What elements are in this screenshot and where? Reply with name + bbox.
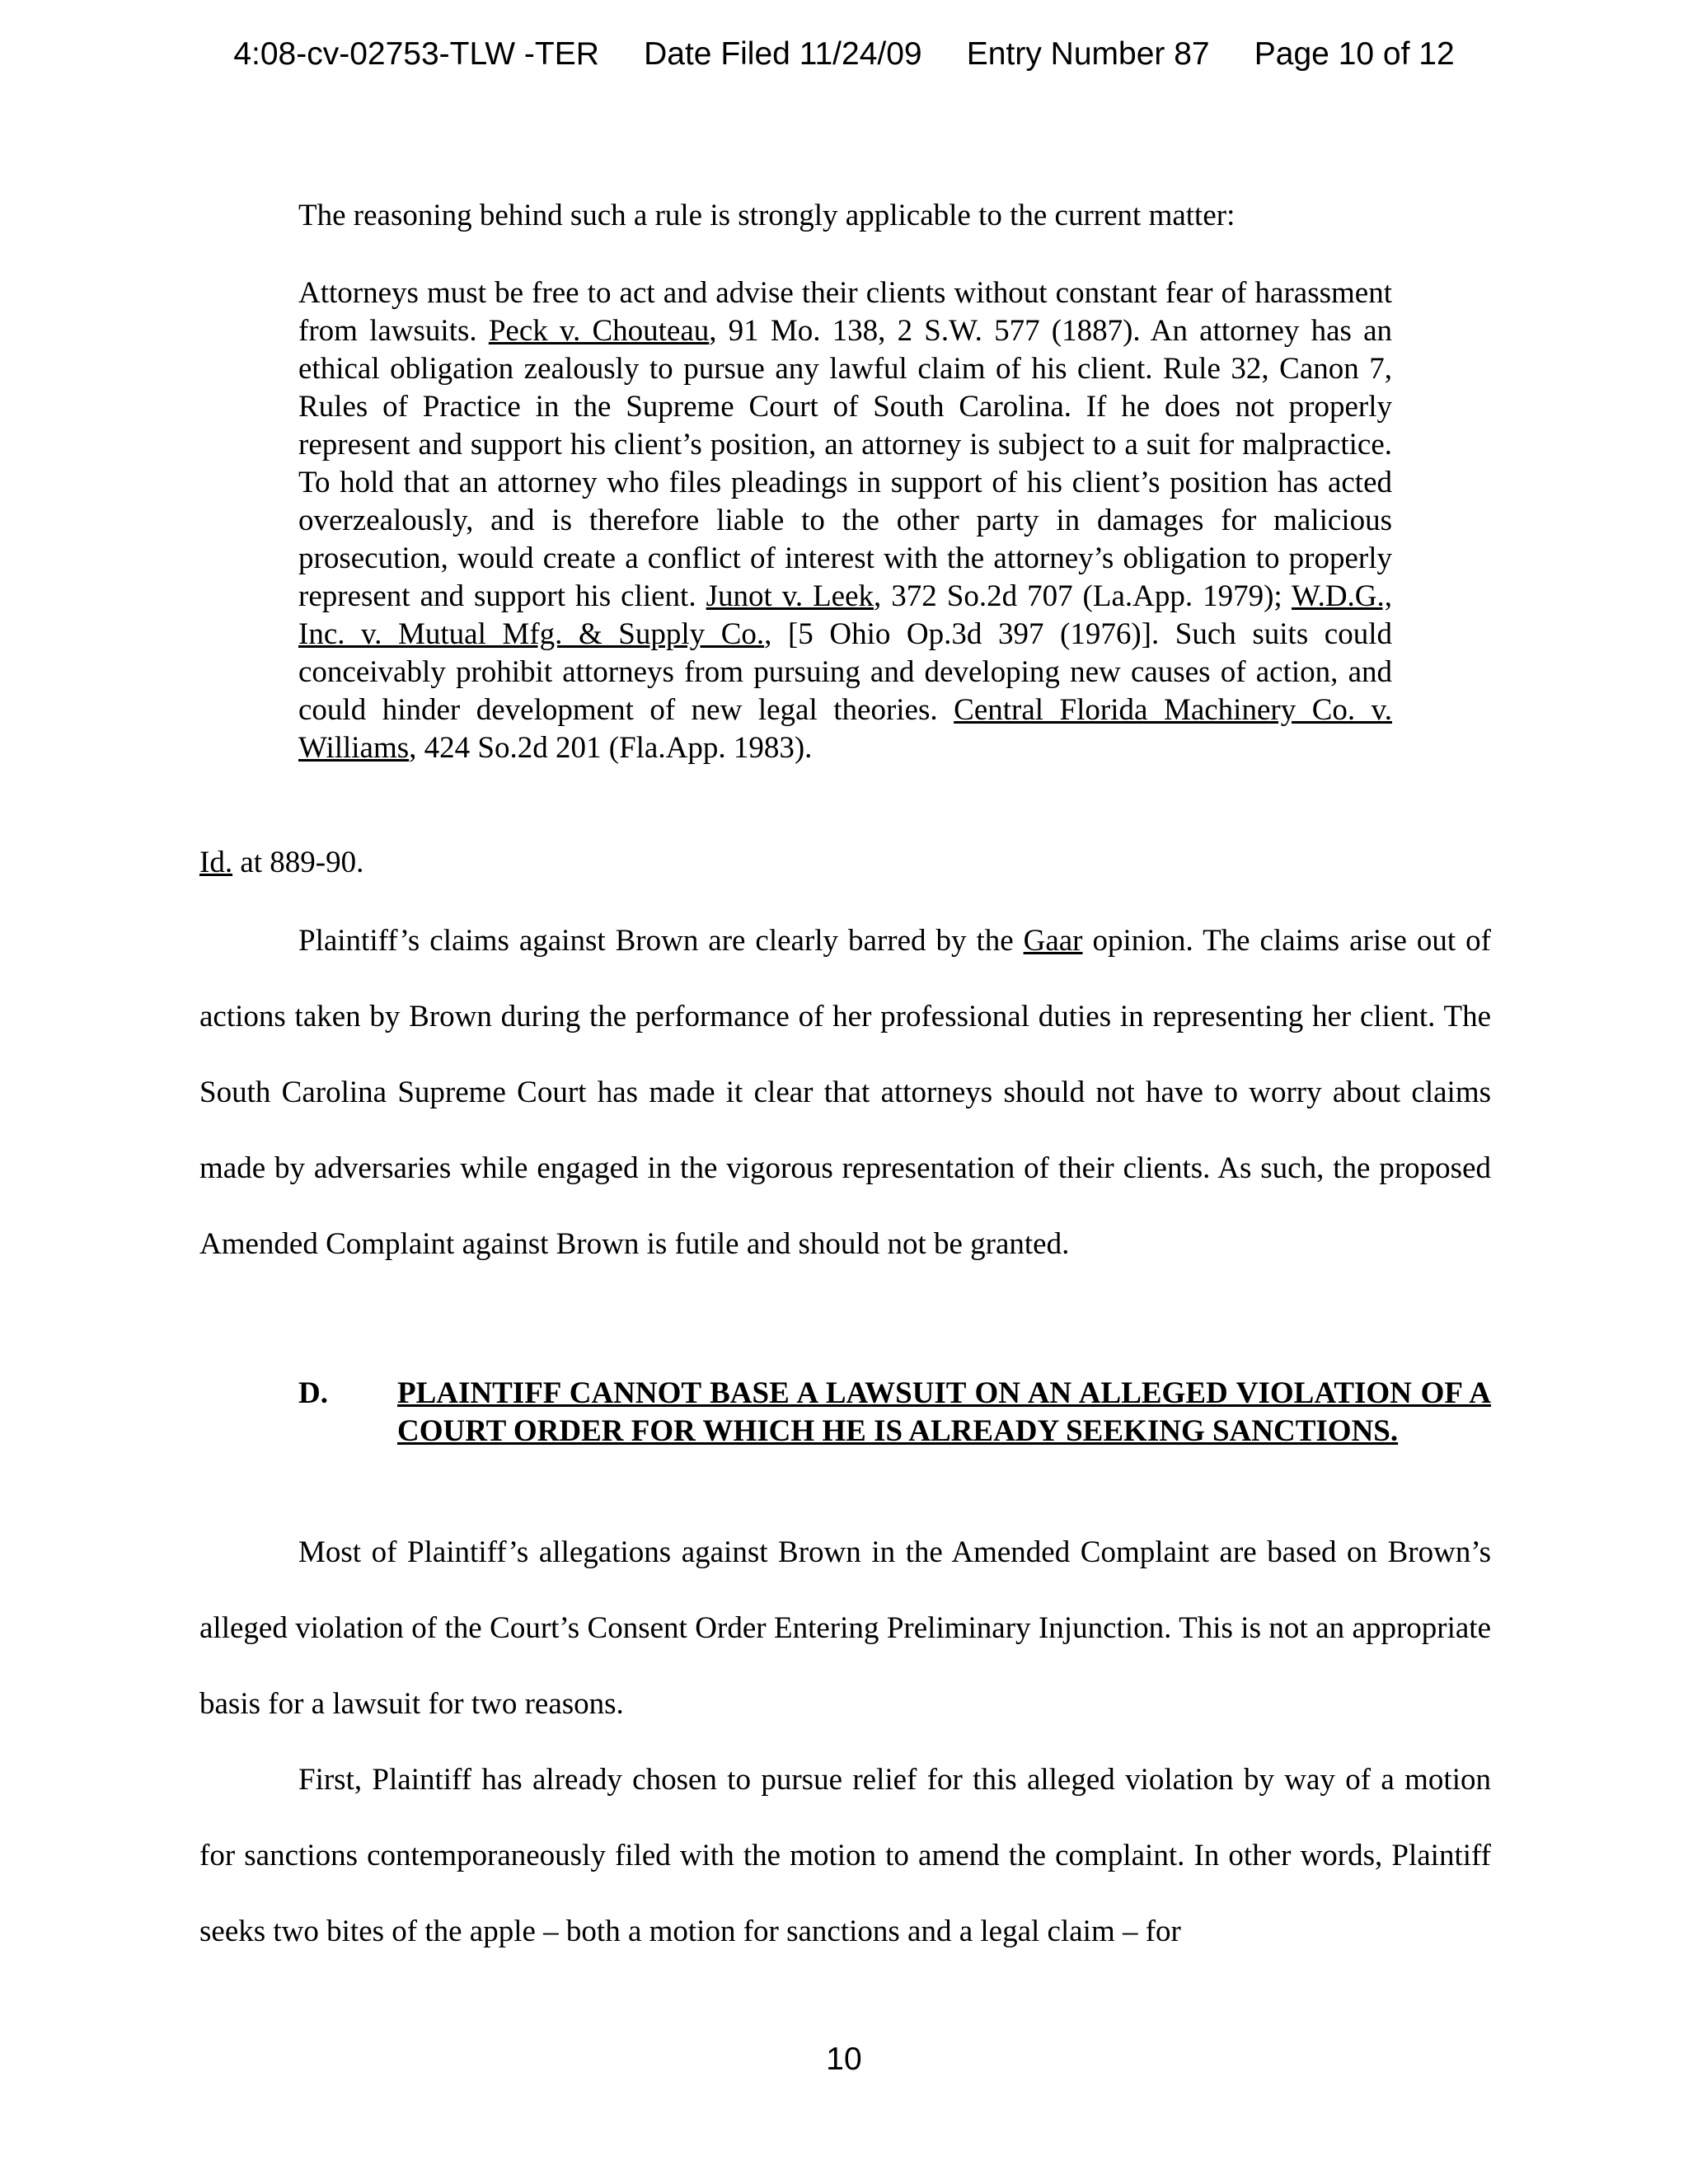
id-citation bbox=[199, 845, 363, 880]
id-pages: at 889-90. bbox=[232, 846, 364, 879]
case-citation: W.D.G., Inc. v. Mutual Mfg. & Supply Co. bbox=[298, 579, 1393, 651]
quote-text: , [5 Ohio Op.3d 397 (1976)]. Such suits could conceivably prohibit attorneys from pursuing and developing new causes of action, and could hinder development of new legal theories. bbox=[298, 617, 1392, 727]
quote-text: , 91 Mo. 138, 2 S.W. 577 (1887). An attorney has an ethical obligation zealously to pursue any lawful claim of his client. Rule 32, Canon 7, Rules of Practice in the Supreme Court of South Carolina. If he does not properly represent and support his client’s position, an attorney is subject to a suit for malpractice. To hold that an attorney who files pleadings in support of his client’s position has acted overzealously, and is therefore liable to the other party in damages for malicious prosecution, would create a conflict of interest with the attorney’s obligation to properly represent and support his client. bbox=[298, 314, 1393, 613]
block-quote bbox=[298, 274, 1392, 767]
section-title: PLAINTIFF CANNOT BASE A LAWSUIT ON AN ALLEGED VIOLATION OF A COURT ORDER FOR WHICH HE IS ALREADY SEEKING SANCTIONS. bbox=[397, 1376, 1491, 1448]
id-signal: Id. bbox=[199, 846, 233, 879]
paragraph-text: opinion. The claims arise out of actions taken by Brown during the performance of her professional duties in representing her client. The South Carolina Supreme Court has made it clear that attorneys should not have to worry about claims made by adversaries while engaged in the vigorous representation of their clients. As such, the proposed Amended Complaint against Brown is futile and should not be granted. bbox=[199, 924, 1491, 1261]
body-paragraph bbox=[199, 903, 1491, 1282]
body-paragraph: First, Plaintiff has already chosen to pursue relief for this alleged violation by way of a motion for sanctions contemporaneously filed with the motion to amend the complaint. In other words, Plaintiff seeks two bites of the apple – both a motion for sanctions and a legal claim – for bbox=[199, 1763, 1491, 1948]
quote-text: Attorneys must be free to act and advise their clients without constant fear of harassment from lawsuits. bbox=[298, 276, 1392, 348]
section-letter: D. bbox=[298, 1376, 328, 1410]
case-citation: Peck v. Chouteau bbox=[488, 314, 710, 348]
quote-text: , 372 So.2d 707 (La.App. 1979); bbox=[874, 579, 1292, 613]
page-indicator: Page 10 of 12 bbox=[1254, 36, 1455, 72]
document-header bbox=[0, 36, 1688, 73]
paragraph-text: Plaintiff’s claims against Brown are clearly barred by the bbox=[298, 924, 1024, 958]
page-number: 10 bbox=[826, 2041, 862, 2077]
entry-number: Entry Number 87 bbox=[966, 36, 1210, 72]
lead-sentence: The reasoning behind such a rule is strongly applicable to the current matter: bbox=[298, 199, 1236, 232]
case-citation: Central Florida Machinery Co. v. Williams bbox=[298, 693, 1393, 765]
body-paragraph: Most of Plaintiff’s allegations against Brown in the Amended Complaint are based on Brown’s alleged violation of the Court’s Consent Order Entering Preliminary Injunction. This is not an appropriate basis for a lawsuit for two reasons. bbox=[199, 1535, 1491, 1721]
case-citation: Gaar bbox=[1023, 924, 1083, 958]
date-filed: Date Filed 11/24/09 bbox=[644, 36, 922, 72]
quote-text: , 424 So.2d 201 (Fla.App. 1983). bbox=[409, 731, 813, 765]
case-citation: Junot v. Leek bbox=[706, 579, 874, 613]
case-number: 4:08-cv-02753-TLW -TER bbox=[233, 36, 599, 72]
